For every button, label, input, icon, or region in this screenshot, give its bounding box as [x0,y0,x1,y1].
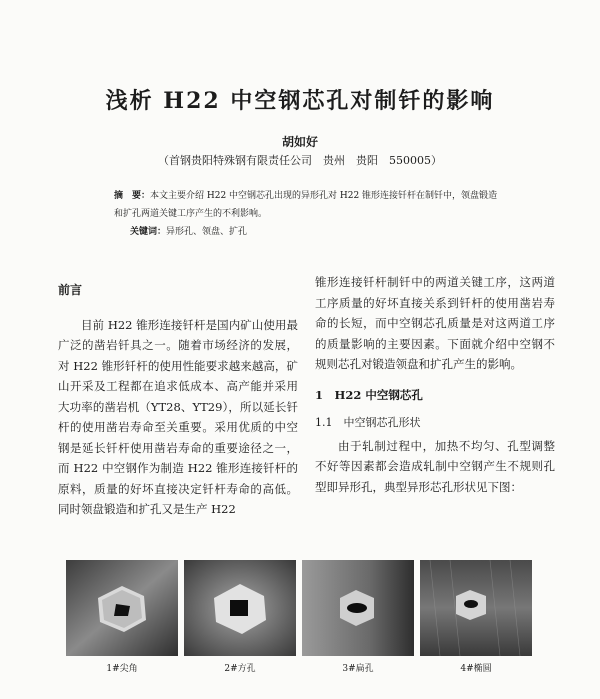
figure-photo-strip [66,560,536,656]
keywords [130,224,500,240]
figure-photo-4-oval-hole [420,560,532,656]
right-column [315,272,555,497]
figure-caption-4: 4#椭圆 [460,664,492,674]
paper-title: 浅析 H22 中空钢芯孔对制钎的影响 [105,88,495,114]
figure-photo-2-square-hole [184,560,296,656]
section-heading-1: 1 H22 中空钢芯孔 [315,387,423,402]
preface-paragraph-continued: 锥形连接钎杆制钎中的两道关键工序，这两道工序质量的好坏直接关系到钎杆的使用凿岩寿命的长短，而中空钢芯孔质量是对这两道工序的质量影响的主要因素。下面就介绍中空钢不规则芯孔对锻造领盘和扩孔产生的影响。 [315,275,555,371]
abstract [114,187,498,223]
author-affiliation: （首钢贵阳特殊钢有限责任公司 贵州 贵阳 550005） [158,154,442,167]
keywords-label: 关键词： [130,227,167,237]
keywords-text: 异形孔、领盘、扩孔 [166,227,248,237]
abstract-label: 摘 要： [114,191,151,201]
figure-caption-1: 1#尖角 [106,664,138,674]
preface-paragraph: 目前 H22 锥形连接钎杆是国内矿山使用最广泛的凿岩钎具之一。随着市场经济的发展，对 H22 锥形钎杆的使用性能要求越来越高，矿山开采及工程都在追求低成本、高产能并采用大功率的凿岩机（YT28、YT29），所以延长钎杆的使用凿岩寿命至关重要。采用优质的中空钢是延长钎杆使用凿岩寿命的重要途径之一，而 H22 中空钢作为制造 H22 锥形连接钎杆的原料，质量的好坏直接决定钎杆寿命的高低。同时领盘锻造和扩孔又是生产 H22 [58,317,298,516]
figure-photo-1-sharp-corner [66,560,178,656]
figure-caption-3: 3#扁孔 [342,664,374,674]
hole-shape-paragraph: 由于轧制过程中，加热不均匀、孔型调整不好等因素都会造成轧制中空钢产生不规则孔型即异形孔，典型异形芯孔形状见下图： [315,438,555,494]
subsection-heading-1-1: 1.1 中空钢芯孔形状 [315,416,421,429]
section-heading-preface: 前言 [58,283,83,297]
left-column [58,280,298,520]
author-name: 胡如好 [281,135,318,149]
figure-photo-3-flat-hole [302,560,414,656]
figure-caption-2: 2#方孔 [224,664,256,674]
abstract-text: 本文主要介绍 H22 中空钢芯孔出现的异形孔对 H22 锥形连接钎杆在制钎中，领盘锻造和扩孔两道关键工序产生的不利影响。 [114,191,498,219]
